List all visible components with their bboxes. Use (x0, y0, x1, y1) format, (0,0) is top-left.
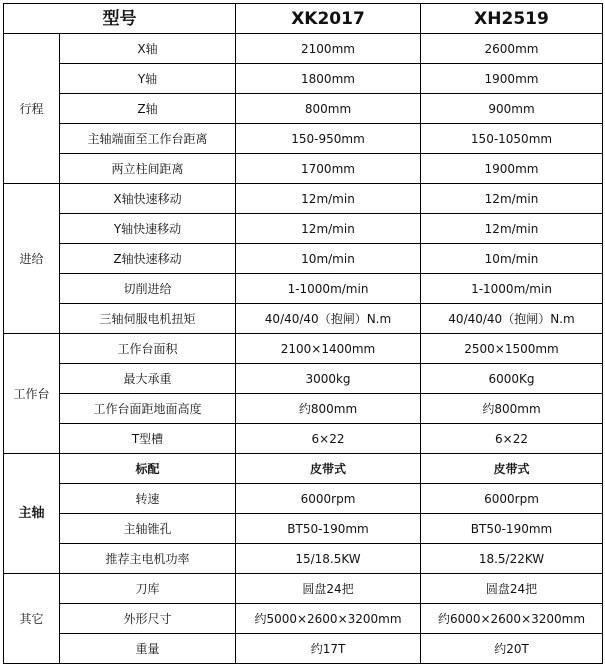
table-row (4, 184, 603, 214)
param-label: Z轴 (60, 94, 236, 124)
param-label: X轴快速移动 (60, 184, 236, 214)
value-b: 约6000×2600×3200mm (421, 604, 603, 634)
param-label: Y轴快速移动 (60, 214, 236, 244)
value-b: 1900mm (421, 64, 603, 94)
table-row (4, 484, 603, 514)
param-label: Z轴快速移动 (60, 244, 236, 274)
value-b: 2600mm (421, 34, 603, 64)
value-b: 12m/min (421, 184, 603, 214)
value-b: 圆盘24把 (421, 574, 603, 604)
param-label: 工作台面积 (60, 334, 236, 364)
value-b: 约20T (421, 634, 603, 664)
param-label: 主轴端面至工作台距离 (60, 124, 236, 154)
value-a: 12m/min (236, 214, 421, 244)
value-b: 1-1000m/min (421, 274, 603, 304)
table-row (4, 274, 603, 304)
group-label-worktable: 工作台 (4, 334, 60, 454)
value-a: 6000rpm (236, 484, 421, 514)
param-label: T型槽 (60, 424, 236, 454)
param-label: 转速 (60, 484, 236, 514)
table-row (4, 364, 603, 394)
table-row (4, 244, 603, 274)
table-row (4, 214, 603, 244)
table-row (4, 544, 603, 574)
value-a: 15/18.5KW (236, 544, 421, 574)
value-a: 800mm (236, 94, 421, 124)
param-label: 切削进给 (60, 274, 236, 304)
value-b: 150-1050mm (421, 124, 603, 154)
value-a: 150-950mm (236, 124, 421, 154)
model-a-name: XK2017 (236, 4, 421, 34)
value-a: 1-1000m/min (236, 274, 421, 304)
value-b: 900mm (421, 94, 603, 124)
value-a: 约800mm (236, 394, 421, 424)
param-label: 重量 (60, 634, 236, 664)
value-b: 18.5/22KW (421, 544, 603, 574)
table-row (4, 334, 603, 364)
param-label: 两立柱间距离 (60, 154, 236, 184)
model-b-name: XH2519 (421, 4, 603, 34)
value-a: 12m/min (236, 184, 421, 214)
model-label: 型号 (4, 4, 236, 34)
value-a: 约5000×2600×3200mm (236, 604, 421, 634)
value-b: 6000rpm (421, 484, 603, 514)
value-b: 6000Kg (421, 364, 603, 394)
table-row (4, 604, 603, 634)
value-a: 1800mm (236, 64, 421, 94)
value-b: 12m/min (421, 214, 603, 244)
param-label: X轴 (60, 34, 236, 64)
value-b: 40/40/40（抱闸）N.m (421, 304, 603, 334)
value-a: 1700mm (236, 154, 421, 184)
group-label-spindle: 主轴 (4, 454, 60, 574)
table-row (4, 514, 603, 544)
param-label: 标配 (60, 454, 236, 484)
table-row (4, 574, 603, 604)
param-label: 刀库 (60, 574, 236, 604)
group-label-other: 其它 (4, 574, 60, 664)
group-label-feed: 进给 (4, 184, 60, 334)
table-row (4, 94, 603, 124)
value-a: BT50-190mm (236, 514, 421, 544)
table-row (4, 154, 603, 184)
value-b: 皮带式 (421, 454, 603, 484)
value-a: 40/40/40（抱闸）N.m (236, 304, 421, 334)
table-row (4, 394, 603, 424)
param-label: Y轴 (60, 64, 236, 94)
table-row (4, 424, 603, 454)
param-label: 主轴锥孔 (60, 514, 236, 544)
value-a: 3000kg (236, 364, 421, 394)
value-a: 圆盘24把 (236, 574, 421, 604)
table-row (4, 34, 603, 64)
value-a: 2100mm (236, 34, 421, 64)
value-a: 约17T (236, 634, 421, 664)
param-label: 外形尺寸 (60, 604, 236, 634)
value-a: 10m/min (236, 244, 421, 274)
value-a: 2100×1400mm (236, 334, 421, 364)
param-label: 推荐主电机功率 (60, 544, 236, 574)
value-b: 10m/min (421, 244, 603, 274)
header-row (4, 4, 603, 34)
param-label: 最大承重 (60, 364, 236, 394)
value-b: 6×22 (421, 424, 603, 454)
value-a: 6×22 (236, 424, 421, 454)
value-a: 皮带式 (236, 454, 421, 484)
group-label-travel: 行程 (4, 34, 60, 184)
value-b: 2500×1500mm (421, 334, 603, 364)
table-row (4, 454, 603, 484)
param-label: 工作台面距地面高度 (60, 394, 236, 424)
table-row (4, 64, 603, 94)
value-b: 1900mm (421, 154, 603, 184)
value-b: BT50-190mm (421, 514, 603, 544)
table-row (4, 304, 603, 334)
table-row (4, 124, 603, 154)
param-label: 三轴伺服电机扭矩 (60, 304, 236, 334)
spec-table (3, 3, 603, 664)
value-b: 约800mm (421, 394, 603, 424)
table-row (4, 634, 603, 664)
